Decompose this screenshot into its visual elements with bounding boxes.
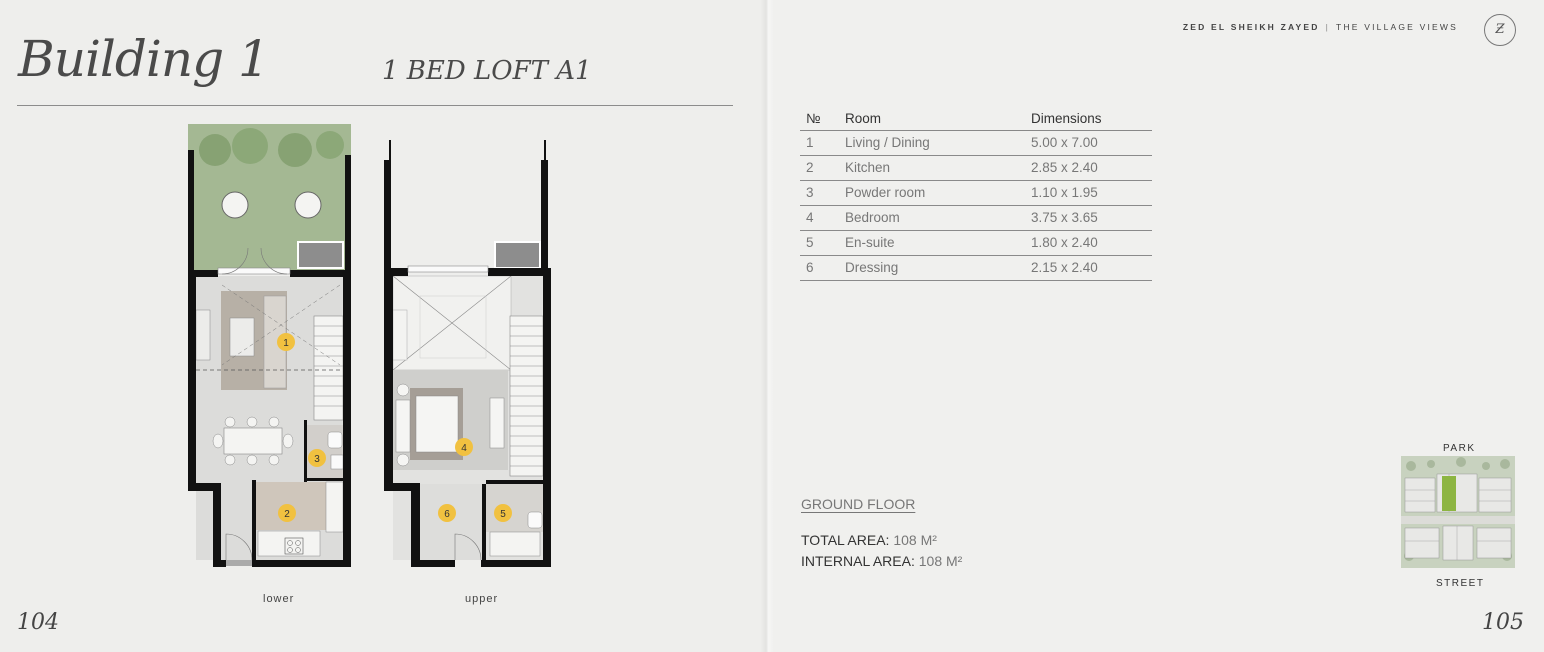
table-row — [800, 156, 1152, 181]
brand-subtitle: THE VILLAGE VIEWS — [1336, 22, 1458, 32]
cell-dimensions: 2.85 x 2.40 — [1025, 156, 1152, 181]
cell-dimensions: 1.10 x 1.95 — [1025, 181, 1152, 206]
svg-text:5: 5 — [500, 509, 506, 520]
total-area-value: 108 M² — [893, 532, 937, 548]
unit-title: 1 BED LOFT A1 — [382, 56, 592, 86]
lower-floor-plan — [188, 124, 351, 567]
svg-text:1: 1 — [283, 338, 289, 349]
svg-text:4: 4 — [461, 443, 467, 454]
table-row — [800, 231, 1152, 256]
header-number: № — [800, 108, 839, 131]
cell-number: 2 — [800, 156, 839, 181]
upper-floor-plan — [384, 140, 551, 567]
cell-number: 5 — [800, 231, 839, 256]
cell-dimensions: 5.00 x 7.00 — [1025, 131, 1152, 156]
cell-dimensions: 2.15 x 2.40 — [1025, 256, 1152, 281]
bed — [416, 396, 458, 452]
internal-area-label: INTERNAL AREA: — [801, 553, 915, 569]
caption-upper: upper — [465, 593, 499, 605]
stairs-upper — [510, 316, 543, 476]
page-number-right: 105 — [1482, 610, 1524, 635]
cell-room: Kitchen — [839, 156, 1025, 181]
cell-room: Living / Dining — [839, 131, 1025, 156]
cell-number: 6 — [800, 256, 839, 281]
site-map-park-label: PARK — [1443, 443, 1476, 454]
floor-label: GROUND FLOOR — [801, 496, 916, 512]
cell-room: Dressing — [839, 256, 1025, 281]
total-area — [801, 532, 937, 548]
garden-chair — [295, 192, 321, 218]
tv-unit — [196, 310, 210, 360]
header-room: Room — [839, 108, 1025, 131]
cell-room: Bedroom — [839, 206, 1025, 231]
svg-text:3: 3 — [314, 454, 320, 465]
room-table — [800, 108, 1152, 281]
internal-area — [801, 553, 962, 569]
internal-area-value: 108 M² — [918, 553, 963, 569]
svg-text:2: 2 — [284, 509, 290, 520]
table-row — [800, 131, 1152, 156]
room-marker-2 — [278, 504, 296, 522]
caption-lower: lower — [263, 593, 295, 605]
svg-text:6: 6 — [444, 509, 450, 520]
site-map-street-label: STREET — [1436, 578, 1485, 589]
garden-chair — [222, 192, 248, 218]
brand-separator: | — [1325, 22, 1331, 32]
cell-number: 1 — [800, 131, 839, 156]
brand-name: ZED EL SHEIKH ZAYED — [1182, 22, 1320, 32]
room-marker-3 — [308, 449, 326, 467]
title-divider — [17, 105, 733, 106]
brand-header — [1183, 22, 1458, 32]
table-row — [800, 206, 1152, 231]
cell-number: 3 — [800, 181, 839, 206]
dressing-room — [420, 484, 482, 560]
zed-monogram-icon: Ƶ — [1484, 14, 1516, 46]
table-header-row — [800, 108, 1152, 131]
coffee-table — [230, 318, 254, 356]
total-area-label: TOTAL AREA: — [801, 532, 890, 548]
site-location-map — [1401, 456, 1515, 568]
book-spine — [760, 0, 774, 652]
room-marker-5 — [494, 504, 512, 522]
room-marker-4 — [455, 438, 473, 456]
floor-plans — [180, 120, 560, 580]
header-dimensions: Dimensions — [1025, 108, 1152, 131]
dining-table — [224, 428, 282, 454]
cell-number: 4 — [800, 206, 839, 231]
room-marker-1 — [277, 333, 295, 351]
building-title: Building 1 — [18, 30, 269, 88]
table-row — [800, 181, 1152, 206]
stairs-lower — [314, 316, 343, 420]
room-marker-6 — [438, 504, 456, 522]
cell-room: En-suite — [839, 231, 1025, 256]
cell-dimensions: 3.75 x 3.65 — [1025, 206, 1152, 231]
page-number-left: 104 — [17, 610, 59, 635]
cell-dimensions: 1.80 x 2.40 — [1025, 231, 1152, 256]
highlighted-unit — [1442, 476, 1456, 511]
table-row — [800, 256, 1152, 281]
cell-room: Powder room — [839, 181, 1025, 206]
